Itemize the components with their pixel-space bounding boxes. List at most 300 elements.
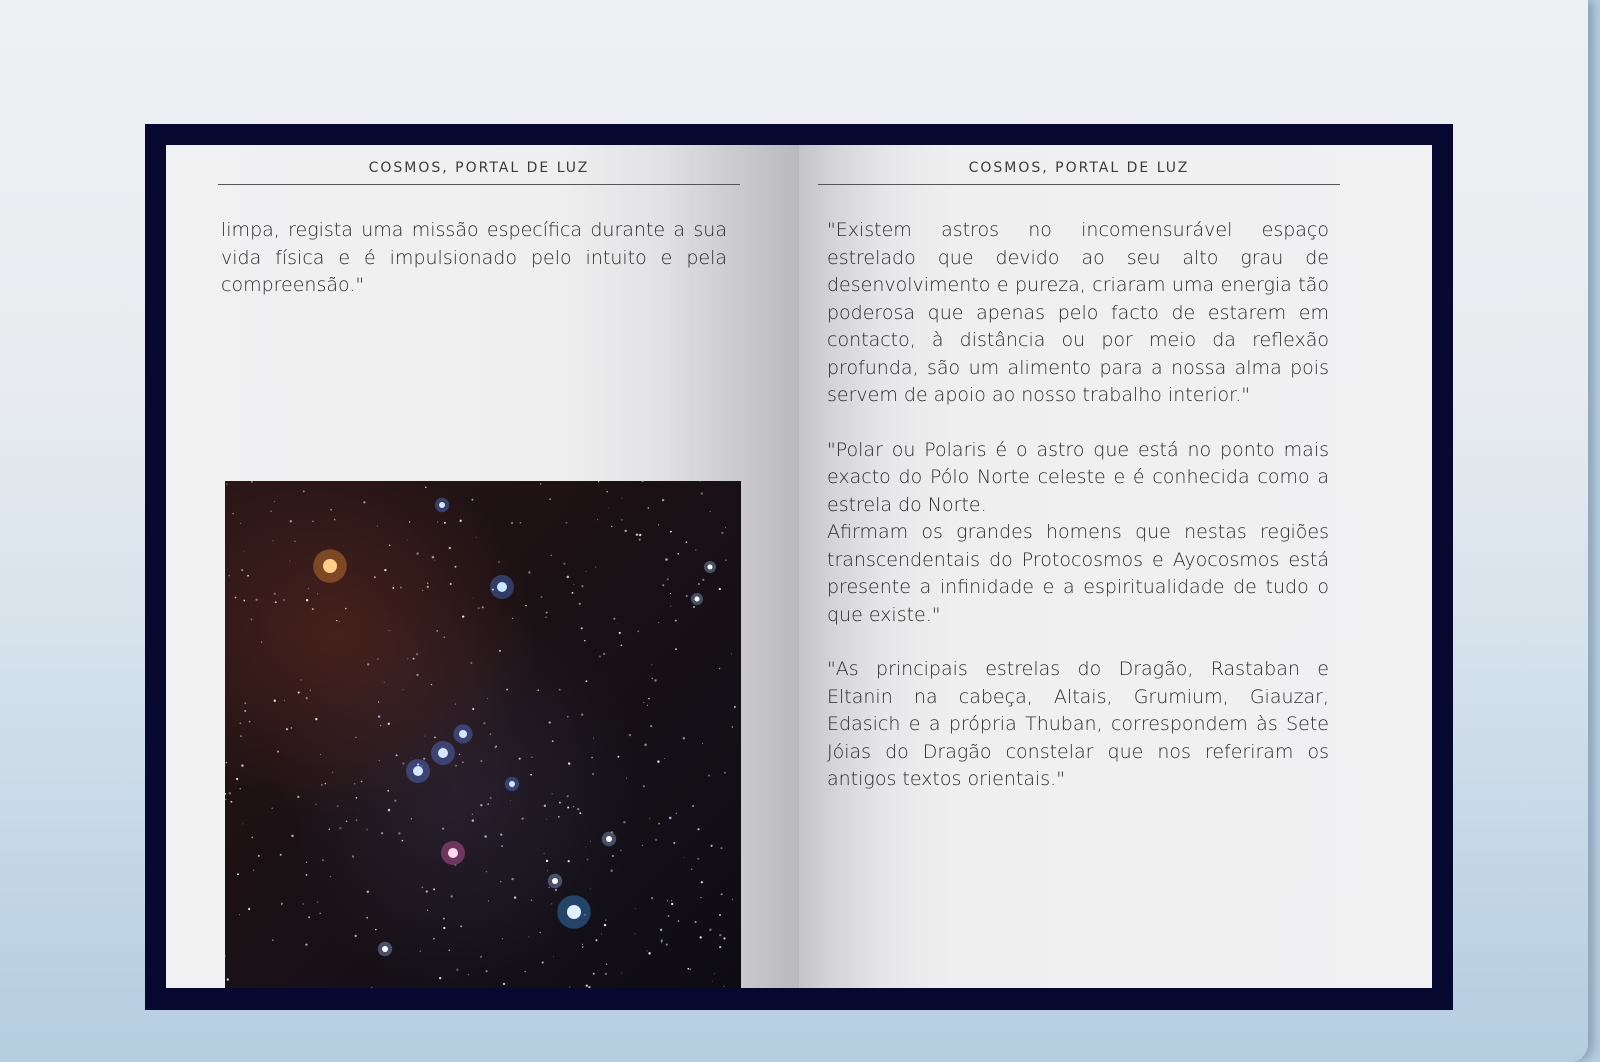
star	[356, 819, 358, 821]
star	[236, 778, 238, 780]
star	[540, 932, 541, 933]
star	[455, 765, 457, 767]
star	[315, 718, 317, 720]
star	[552, 740, 554, 742]
star	[384, 569, 386, 571]
star	[306, 599, 308, 601]
star	[361, 781, 363, 783]
star	[437, 521, 438, 522]
star	[582, 946, 583, 947]
star	[687, 968, 689, 970]
star	[334, 519, 336, 521]
star	[225, 799, 226, 800]
star	[559, 689, 561, 691]
star	[708, 775, 710, 777]
star	[251, 481, 253, 483]
star	[371, 987, 372, 988]
star	[546, 819, 547, 820]
right-paragraph-3: Afirmam os grandes homens que nestas regiões transcendentais do Protocosmos e Ayocosmos está presente a infinidade e a espiritualidade de tudo o que existe."	[827, 521, 1329, 626]
star	[498, 561, 500, 563]
star	[540, 483, 541, 484]
star	[375, 929, 376, 930]
star	[322, 859, 324, 861]
star	[720, 847, 722, 849]
star	[617, 623, 618, 624]
star	[731, 653, 732, 654]
star	[693, 606, 695, 608]
star	[483, 722, 485, 724]
star	[388, 723, 390, 725]
star	[425, 487, 427, 489]
star	[568, 762, 570, 764]
star	[577, 808, 579, 810]
star	[553, 956, 554, 957]
star	[367, 891, 370, 894]
star	[390, 631, 391, 632]
star	[228, 575, 229, 576]
star	[657, 760, 660, 763]
star	[658, 823, 660, 825]
star	[423, 758, 425, 760]
star	[308, 916, 310, 918]
star	[420, 951, 421, 952]
star	[247, 575, 249, 577]
star	[678, 920, 680, 922]
star	[490, 733, 492, 735]
star	[636, 533, 638, 535]
star	[585, 680, 587, 682]
star	[605, 919, 606, 920]
star	[363, 501, 365, 503]
star	[366, 829, 368, 831]
star	[244, 710, 246, 712]
star	[384, 682, 385, 683]
star	[486, 871, 487, 872]
bright-star	[695, 597, 700, 602]
star	[388, 630, 389, 631]
star	[339, 621, 340, 622]
star	[644, 744, 646, 746]
star	[436, 630, 438, 632]
left-paragraph: limpa, regista uma missão específica durante a sua vida física e é impulsionado pelo intuito e pela compreensão."	[221, 219, 727, 296]
star	[566, 522, 568, 524]
star	[330, 509, 332, 511]
star-field-graphic	[225, 481, 741, 988]
star	[367, 663, 369, 665]
star	[455, 566, 457, 568]
star	[484, 835, 487, 838]
right-paragraph-4: "As principais estrelas do Dragão, Rastaban e Eltanin na cabeça, Altais, Grumium, Giauzar, Edasich e a própria Thuban, correspondem às Sete Jóias do Dragão constelar que nos referiram os antigos textos orientais."	[827, 658, 1329, 790]
star	[649, 818, 650, 819]
star	[668, 915, 670, 917]
star	[725, 559, 727, 561]
star	[520, 522, 521, 523]
star	[734, 706, 736, 708]
right-running-head: COSMOS, PORTAL DE LUZ	[818, 160, 1340, 185]
star	[396, 754, 398, 756]
star	[667, 900, 668, 901]
star	[444, 637, 446, 639]
star	[551, 903, 552, 904]
star	[379, 760, 380, 761]
star	[544, 805, 546, 807]
star	[460, 925, 462, 927]
star	[235, 597, 237, 599]
star	[243, 600, 245, 602]
star	[356, 797, 358, 799]
star	[462, 761, 463, 762]
star	[427, 582, 428, 583]
star	[724, 772, 726, 774]
star	[329, 829, 330, 830]
bright-star	[439, 502, 445, 508]
star	[648, 698, 649, 699]
star	[621, 519, 623, 521]
star	[732, 726, 733, 727]
star	[719, 914, 721, 916]
star	[400, 587, 402, 589]
star	[700, 936, 702, 938]
star	[226, 483, 228, 485]
star	[642, 481, 644, 482]
star	[472, 819, 474, 821]
right-page[interactable]	[799, 145, 1432, 988]
star	[271, 808, 273, 810]
star	[294, 541, 296, 543]
star	[710, 511, 711, 512]
star	[544, 853, 545, 854]
star	[319, 913, 320, 914]
star	[671, 903, 673, 905]
star	[695, 549, 696, 550]
star	[588, 986, 590, 988]
star	[277, 751, 279, 753]
star	[411, 758, 412, 759]
star	[647, 950, 648, 951]
star	[274, 501, 275, 502]
star	[611, 526, 612, 527]
star	[593, 973, 595, 975]
star	[426, 890, 428, 892]
star	[315, 804, 317, 806]
star	[548, 887, 549, 888]
star	[719, 946, 721, 948]
star	[240, 788, 241, 789]
star	[251, 837, 253, 839]
star	[366, 917, 368, 919]
star	[529, 936, 530, 937]
star	[459, 754, 460, 755]
star	[584, 640, 586, 642]
star	[411, 818, 412, 819]
star	[398, 832, 400, 834]
star	[306, 862, 307, 863]
star	[274, 593, 277, 596]
star	[596, 939, 598, 941]
star	[225, 955, 226, 956]
star	[310, 690, 311, 691]
star	[555, 889, 557, 891]
star	[579, 603, 581, 605]
star	[416, 653, 418, 655]
star	[675, 648, 677, 650]
left-page[interactable]	[166, 145, 799, 988]
book-viewer	[145, 124, 1453, 1010]
star	[581, 713, 583, 715]
star	[691, 869, 692, 870]
star	[723, 937, 725, 939]
star	[244, 702, 246, 704]
star	[709, 929, 712, 932]
star	[306, 697, 308, 699]
star	[721, 893, 723, 895]
right-paragraph-2: "Polar ou Polaris é o astro que está no ponto mais exacto do Pólo Norte celeste e é conhecida como a estrela do Norte.	[827, 438, 1329, 516]
star	[321, 784, 322, 785]
star	[697, 828, 699, 830]
star	[635, 933, 636, 934]
star	[586, 985, 588, 987]
star	[613, 618, 615, 620]
star	[595, 567, 596, 568]
star	[673, 842, 675, 844]
star	[670, 606, 671, 607]
star	[692, 805, 694, 807]
star	[655, 839, 657, 841]
star-field-image	[225, 481, 741, 988]
star	[450, 583, 452, 585]
star	[648, 507, 650, 509]
star	[666, 944, 668, 946]
star	[550, 555, 552, 557]
star	[424, 736, 425, 737]
right-page-text	[827, 217, 1329, 794]
star	[442, 828, 444, 830]
star	[499, 650, 501, 652]
star	[581, 585, 583, 587]
star	[675, 620, 677, 622]
star	[558, 816, 560, 818]
star	[272, 939, 273, 940]
star	[242, 823, 243, 824]
star	[472, 708, 474, 710]
star	[286, 728, 288, 730]
star	[635, 908, 636, 909]
star	[664, 758, 665, 759]
star	[407, 658, 408, 659]
star	[506, 689, 508, 691]
star	[248, 908, 250, 910]
star	[669, 817, 672, 820]
star	[432, 556, 435, 559]
star	[637, 630, 639, 632]
star	[624, 530, 627, 533]
star	[289, 560, 290, 561]
star	[339, 827, 341, 829]
star	[345, 608, 347, 610]
left-running-head: COSMOS, PORTAL DE LUZ	[218, 160, 740, 185]
star	[546, 612, 548, 614]
star	[409, 521, 410, 522]
star	[488, 900, 489, 901]
star	[490, 797, 492, 799]
star	[591, 757, 593, 759]
star	[725, 527, 726, 528]
star	[582, 944, 583, 945]
bright-star	[459, 730, 467, 738]
star	[225, 793, 226, 795]
star	[381, 832, 383, 834]
star	[623, 821, 626, 824]
star	[237, 873, 239, 875]
star	[626, 778, 627, 779]
star	[312, 608, 314, 610]
star	[297, 796, 299, 798]
star	[427, 586, 429, 588]
star	[639, 539, 641, 541]
star	[416, 674, 418, 676]
star	[701, 492, 703, 494]
star	[563, 563, 565, 565]
star	[393, 585, 394, 586]
star	[598, 481, 599, 482]
star	[283, 599, 284, 600]
star	[620, 850, 622, 852]
star	[239, 914, 240, 915]
star	[695, 921, 697, 923]
star	[719, 668, 720, 669]
star	[617, 756, 619, 758]
star	[443, 918, 445, 920]
star	[402, 689, 403, 690]
star	[597, 519, 598, 520]
star	[621, 498, 622, 499]
star	[569, 986, 570, 987]
star	[579, 812, 581, 814]
star	[478, 607, 480, 609]
star	[227, 978, 229, 980]
star	[274, 699, 276, 701]
star	[380, 725, 381, 726]
star	[601, 934, 602, 935]
star	[586, 846, 587, 847]
star	[621, 973, 622, 974]
star	[431, 684, 433, 686]
star	[661, 940, 663, 942]
star	[305, 943, 307, 945]
star	[377, 658, 379, 660]
star	[676, 813, 678, 815]
star	[686, 595, 688, 597]
left-page-text	[221, 217, 727, 300]
star	[511, 878, 513, 881]
star	[449, 547, 451, 549]
star	[434, 560, 435, 561]
star	[621, 644, 623, 646]
star	[480, 804, 482, 806]
star	[451, 895, 453, 897]
star	[572, 592, 574, 594]
star	[427, 910, 428, 911]
star	[226, 762, 228, 764]
star	[525, 605, 527, 607]
star	[470, 662, 472, 664]
star	[240, 735, 241, 736]
star	[612, 855, 614, 857]
star	[537, 689, 539, 691]
star	[603, 653, 605, 655]
star	[255, 599, 257, 601]
star	[662, 584, 664, 586]
star	[402, 840, 404, 842]
star	[448, 949, 450, 951]
star	[590, 889, 591, 890]
star	[524, 971, 525, 972]
star	[482, 606, 484, 608]
star	[388, 809, 391, 812]
star	[325, 783, 326, 784]
star	[723, 986, 724, 987]
star	[232, 513, 234, 515]
star	[389, 544, 391, 546]
star	[229, 792, 232, 795]
star	[413, 658, 415, 660]
star	[317, 593, 318, 594]
star	[378, 701, 379, 702]
star	[317, 901, 319, 903]
star	[650, 725, 652, 727]
star	[439, 977, 441, 979]
star	[501, 845, 503, 847]
star	[460, 520, 462, 522]
star	[251, 619, 253, 621]
star	[629, 734, 631, 736]
star	[721, 532, 723, 534]
star	[284, 700, 285, 701]
bright-star	[497, 582, 507, 592]
star	[514, 896, 516, 898]
star	[433, 938, 435, 940]
star	[378, 715, 380, 717]
star	[606, 964, 607, 965]
star	[253, 869, 254, 870]
star	[240, 723, 242, 725]
star	[599, 655, 601, 657]
star	[590, 841, 591, 842]
star	[683, 737, 685, 739]
star	[519, 758, 521, 760]
star	[495, 745, 497, 747]
bright-star	[323, 559, 337, 573]
star	[549, 498, 551, 500]
star	[270, 510, 272, 512]
star	[421, 886, 423, 888]
star	[719, 588, 721, 590]
star	[249, 721, 251, 723]
star	[592, 773, 594, 775]
star	[486, 970, 488, 972]
star	[732, 899, 733, 900]
star	[658, 622, 659, 623]
star	[258, 855, 260, 857]
star	[587, 859, 589, 861]
bright-star	[438, 748, 448, 758]
star	[244, 551, 245, 552]
star	[702, 579, 704, 581]
right-paragraph-1: "Existem astros no incomensurável espaço estrelado que devido ao seu alto grau de desenvolvimento e pureza, criaram uma energia tão poderosa que apenas pelo facto de estarem em contacto, à distância ou por meio da reflexão profunda, são um alimento para a nossa alma pois servem de apoio ao nosso trabalho interior."	[827, 219, 1329, 406]
star	[392, 587, 394, 589]
star	[712, 981, 713, 982]
star	[275, 601, 277, 603]
